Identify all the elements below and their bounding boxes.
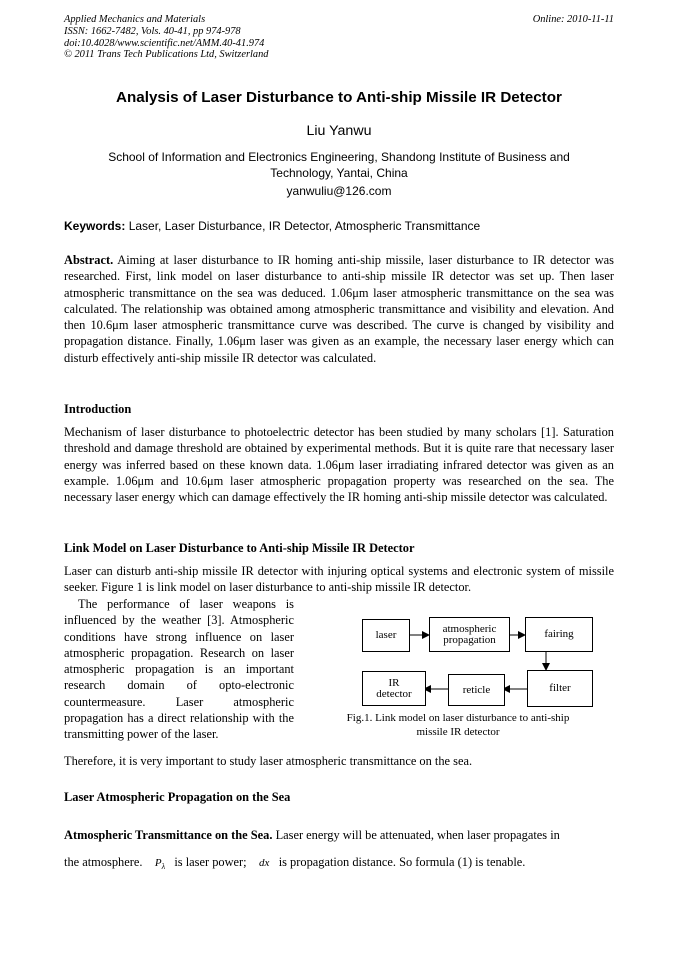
atmo-transmittance-para xyxy=(64,827,614,843)
link-model-para2-end: Therefore, it is very important to study laser atmospheric transmittance on the sea. xyxy=(64,754,473,768)
introduction-text: Mechanism of laser disturbance to photoelectric detector has been studied by many scholars [1]. Saturation threshold and damage threshold are obtained by experimental methods. But it is quite rare that necessary laser energy was inferred based on these known data. 1.06μm laser irradiating infrared detector was given as an example. 1.06μm and 10.6μm laser atmospheric propagation property was researched on the sea. The necessary laser energy which can damage effectively the IR homing anti-ship missile detector was calculated. xyxy=(64,425,614,505)
doi-line: doi:10.4028/www.scientific.net/AMM.40-41.974 xyxy=(64,37,265,49)
block-fairing-label: fairing xyxy=(544,628,574,640)
link-model-para2-text: The performance of laser weapons is influenced by the weather [3]. Atmospheric conditions have strong influence on laser atmospheric propagation. Research on laser atmospheric propagation is an important research domain of opto-electronic countermeasure. Laser atmospheric propagation has a direct relationship with the transmitting power of the laser. xyxy=(64,597,294,742)
figure-caption xyxy=(330,711,586,739)
abstract-label: Abstract. xyxy=(64,253,114,267)
line2-part-a: the atmosphere. xyxy=(64,855,143,869)
block-ir-detector xyxy=(362,671,426,706)
online-date: Online: 2010-11-11 xyxy=(532,14,614,25)
line2-part-b: is laser power; xyxy=(174,855,247,869)
var-p-lambda xyxy=(154,857,166,872)
figure-caption-line-1: Fig.1. Link model on laser disturbance to anti-ship xyxy=(346,712,570,724)
line2-part-c: is propagation distance. So formula (1) is tenable. xyxy=(278,855,526,869)
var-p: P xyxy=(154,857,162,869)
block-atmospheric-propagation xyxy=(429,617,510,652)
paper-title: Analysis of Laser Disturbance to Anti-ship Missile IR Detector xyxy=(116,89,562,106)
issn-line: ISSN: 1662-7482, Vols. 40-41, pp 974-978 xyxy=(64,25,241,37)
copyright-line: © 2011 Trans Tech Publications Ltd, Switzerland xyxy=(64,49,269,61)
journal-name: Applied Mechanics and Materials xyxy=(64,14,206,25)
atmo-transmittance-label: Atmospheric Transmittance on the Sea. xyxy=(64,828,273,842)
introduction-heading: Introduction xyxy=(64,402,132,416)
author-email: yanwuliu@126.com xyxy=(286,184,392,198)
laser-atmo-heading: Laser Atmospheric Propagation on the Sea xyxy=(64,790,291,804)
abstract-text: Aiming at laser disturbance to IR homing anti-ship missile, laser disturbance to IR detector was researched. First, link model on laser disturbance to anti-ship missile IR detector was set up. Then laser atmospheric transmittance on the sea was deduced. 1.06μm laser atmospheric transmittance on the sea was calculated. The relationship was obtained among atmospheric transmittance and visibility and elevation. And then 10.6μm laser atmospheric transmittance curve was described. The curve is changed by visibility and propagation distance. Finally, 1.06μm laser was given as an example, the necessary laser energy which can disturb effectively anti-ship missile IR detector was calculated. xyxy=(64,253,614,365)
link-model-para1: Laser can disturb anti-ship missile IR detector with injuring optical systems and electronic system of missile seeker. Figure 1 is link model on laser disturbance to anti-ship missile IR detector. xyxy=(64,564,614,595)
block-atmo-label-1: atmospheric xyxy=(442,622,497,635)
block-reticle xyxy=(448,674,505,706)
author-name: Liu Yanwu xyxy=(306,123,372,139)
var-p-sub: λ xyxy=(161,862,166,872)
link-model-heading: Link Model on Laser Disturbance to Anti-ship Missile IR Detector xyxy=(64,541,415,555)
keywords-label: Keywords: xyxy=(64,219,126,233)
block-laser-label: laser xyxy=(375,629,397,641)
block-reticle-label: reticle xyxy=(462,683,491,696)
atmo-transmittance-line2 xyxy=(64,855,525,871)
block-laser xyxy=(362,619,410,652)
block-ir-label-2: detector xyxy=(376,687,412,700)
atmo-transmittance-text: Laser energy will be attenuated, when laser propagates in xyxy=(275,828,560,842)
block-filter xyxy=(527,670,593,707)
figure-caption-line-2: missile IR detector xyxy=(416,726,500,738)
block-ir-label-1: IR xyxy=(388,676,400,689)
block-filter-label: filter xyxy=(549,682,571,694)
block-fairing xyxy=(525,617,593,652)
block-atmo-label-2: propagation xyxy=(443,633,496,646)
affiliation: School of Information and Electronics Engineering, Shandong Institute of Business and Technology, Yantai, China xyxy=(108,150,570,180)
keywords-text: Laser, Laser Disturbance, IR Detector, Atmospheric Transmittance xyxy=(128,219,481,233)
var-dx: dx xyxy=(259,857,270,869)
